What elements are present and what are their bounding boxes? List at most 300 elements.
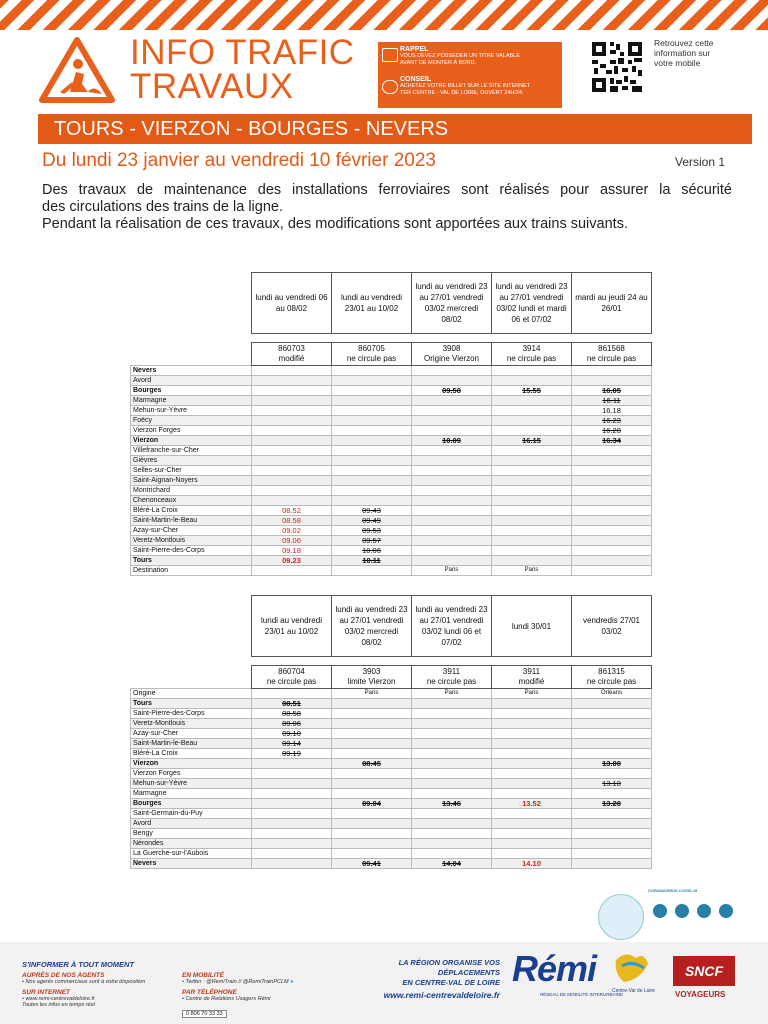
timetable-row: [131, 546, 652, 556]
time-cell: [492, 366, 572, 376]
time-cell: [412, 536, 492, 546]
route-title: TOURS - VIERZON - BOURGES - NEVERS: [54, 118, 449, 140]
timetable-row: [131, 426, 652, 436]
timetable-row: [131, 526, 652, 536]
station-name: Vierzon Forges: [131, 426, 252, 436]
train-number-cell: [252, 343, 332, 366]
time-cell: [332, 426, 412, 436]
time-cell: 09.50: [412, 386, 492, 396]
time-cell: [252, 456, 332, 466]
timetable-row: [131, 496, 652, 506]
covid-title: CORONAVIRUS COVID-19: [648, 888, 698, 893]
footer-web-title: SUR INTERNET: [22, 989, 71, 996]
train-number-cell: [332, 343, 412, 366]
time-cell: 09.06: [252, 536, 332, 546]
time-cell: [332, 386, 412, 396]
time-cell: [412, 486, 492, 496]
period-cell: lundi au vendredi 23 au 27/01 vendredi 03/02 lundi 06 et 07/02: [412, 596, 492, 657]
timetable-row: [131, 516, 652, 526]
station-name: Avord: [131, 819, 252, 829]
train-status: modifié: [518, 677, 545, 686]
time-cell: [412, 416, 492, 426]
time-cell: [252, 829, 332, 839]
time-cell: 09.49: [332, 516, 412, 526]
time-cell: [572, 819, 652, 829]
station-name: La Guerche-sur-l'Aubois: [131, 849, 252, 859]
period-header-row: [131, 273, 652, 334]
time-cell: [492, 829, 572, 839]
timetable-row: [131, 436, 652, 446]
time-cell: 16.15: [492, 436, 572, 446]
qr-code-icon[interactable]: [590, 40, 644, 94]
time-cell: [492, 839, 572, 849]
time-cell: [572, 506, 652, 516]
time-cell: [332, 789, 412, 799]
period-cell: vendredis 27/01 03/02: [572, 596, 652, 657]
sncf-logo: SNCF: [673, 956, 735, 986]
time-cell: [572, 376, 652, 386]
time-cell: 09.04: [332, 799, 412, 809]
time-cell: [252, 466, 332, 476]
time-cell: [412, 466, 492, 476]
time-cell: [252, 366, 332, 376]
time-cell: [572, 536, 652, 546]
time-cell: [492, 396, 572, 406]
spacer-cell: [412, 657, 492, 666]
time-cell: Paris: [332, 689, 412, 699]
time-cell: [572, 709, 652, 719]
time-cell: 13.46: [412, 799, 492, 809]
time-cell: [252, 859, 332, 869]
time-cell: [412, 769, 492, 779]
time-cell: [572, 486, 652, 496]
train-number: 861568: [598, 344, 625, 353]
time-cell: 09.23: [252, 556, 332, 566]
time-cell: [492, 819, 572, 829]
time-cell: Paris: [492, 689, 572, 699]
time-cell: 09.10: [252, 729, 332, 739]
time-cell: [252, 769, 332, 779]
timetable-row: [131, 366, 652, 376]
time-cell: [492, 406, 572, 416]
time-cell: [252, 496, 332, 506]
time-cell: [332, 486, 412, 496]
time-cell: [492, 416, 572, 426]
footer-twitter[interactable]: [182, 979, 293, 985]
time-cell: [572, 566, 652, 576]
time-cell: [332, 466, 412, 476]
station-name: Saint-Aignan-Noyers: [131, 476, 252, 486]
remi-logo: Rémi: [512, 948, 597, 989]
time-cell: [572, 516, 652, 526]
rappel-text-1: VOUS DEVEZ POSSEDER UN TITRE VALABLE: [400, 53, 520, 59]
time-cell: [492, 516, 572, 526]
time-cell: [492, 526, 572, 536]
station-name: Vierzon: [131, 759, 252, 769]
timetable-row: [131, 486, 652, 496]
time-cell: 13.00: [572, 759, 652, 769]
phone-number[interactable]: 0 806 70 33 33: [182, 1010, 227, 1018]
timetable-row: [131, 416, 652, 426]
intro-text: [42, 182, 732, 233]
time-cell: [492, 749, 572, 759]
time-cell: [572, 556, 652, 566]
time-cell: [572, 546, 652, 556]
timetable-row: [131, 456, 652, 466]
time-cell: [252, 689, 332, 699]
time-cell: [252, 426, 332, 436]
time-cell: 13.20: [572, 799, 652, 809]
train-number: 861315: [598, 667, 625, 676]
time-cell: [412, 526, 492, 536]
remi-subtitle: RÉSEAU DE MOBILITÉ INTERURBAINE: [540, 992, 624, 997]
timetable-row: [131, 699, 652, 709]
station-name: Avord: [131, 376, 252, 386]
timetable-row: [131, 829, 652, 839]
timetable-row: [131, 809, 652, 819]
train-number: 3911: [522, 667, 541, 676]
time-cell: [572, 769, 652, 779]
time-cell: [572, 739, 652, 749]
timetable-nevers-to-tours: [130, 595, 652, 869]
time-cell: [572, 849, 652, 859]
time-cell: [412, 719, 492, 729]
station-name: Nérondes: [131, 839, 252, 849]
time-cell: [492, 739, 572, 749]
time-cell: 09.53: [332, 526, 412, 536]
time-cell: 09.14: [252, 739, 332, 749]
time-cell: Orléans: [572, 689, 652, 699]
empty-corner-cell: [131, 666, 252, 689]
time-cell: [252, 839, 332, 849]
station-name: Gièvres: [131, 456, 252, 466]
time-cell: 15.55: [492, 386, 572, 396]
station-name: Bléré-La Croix: [131, 506, 252, 516]
station-name: Veretz-Montlouis: [131, 719, 252, 729]
time-cell: 09.57: [332, 536, 412, 546]
time-cell: 16.11: [572, 396, 652, 406]
time-cell: [332, 566, 412, 576]
region-line-2: EN CENTRE-VAL DE LOIRE: [402, 978, 500, 987]
time-cell: [492, 496, 572, 506]
time-cell: [332, 769, 412, 779]
twitter-icon: ●: [290, 979, 294, 985]
time-cell: [252, 376, 332, 386]
time-cell: [412, 426, 492, 436]
time-cell: [332, 436, 412, 446]
time-cell: [412, 476, 492, 486]
train-number-cell: [252, 666, 332, 689]
time-cell: [412, 506, 492, 516]
station-name: Nevers: [131, 366, 252, 376]
time-cell: [332, 406, 412, 416]
train-status: ne circule pas: [426, 677, 477, 686]
train-number-cell: [492, 343, 572, 366]
timetable-row: [131, 466, 652, 476]
time-cell: Paris: [412, 689, 492, 699]
train-number: 3914: [522, 344, 541, 353]
time-cell: 14.04: [412, 859, 492, 869]
footer-mobile-title: EN MOBILITÉ: [182, 972, 224, 979]
time-cell: 14.10: [492, 859, 572, 869]
timetable-row: [131, 556, 652, 566]
mouse-icon: [382, 80, 398, 94]
train-number: 860705: [358, 344, 385, 353]
time-cell: 09.18: [252, 546, 332, 556]
timetable-row: [131, 819, 652, 829]
time-cell: [572, 496, 652, 506]
period-cell: lundi au vendredi 23 au 27/01 vendredi 03/02 lundi et mardi 06 et 07/02: [492, 273, 572, 334]
time-cell: [332, 366, 412, 376]
time-cell: [412, 456, 492, 466]
time-cell: 09.43: [332, 506, 412, 516]
train-number-cell: [412, 666, 492, 689]
train-status: ne circule pas: [586, 354, 637, 363]
time-cell: 10.11: [332, 556, 412, 566]
time-cell: [412, 446, 492, 456]
time-cell: 08.58: [252, 709, 332, 719]
time-cell: [492, 759, 572, 769]
time-cell: [412, 556, 492, 566]
time-cell: [492, 446, 572, 456]
footer-web-text: Toutes les infos en temps réel: [22, 1002, 95, 1008]
time-cell: [572, 729, 652, 739]
time-cell: [492, 719, 572, 729]
time-cell: [572, 366, 652, 376]
time-cell: [492, 466, 572, 476]
train-number-cell: [572, 343, 652, 366]
time-cell: [492, 546, 572, 556]
station-name: Saint-Martin-le-Beau: [131, 516, 252, 526]
time-cell: 09.02: [252, 526, 332, 536]
time-cell: [332, 779, 412, 789]
train-header-row: [131, 666, 652, 689]
twitter-handles[interactable]: • Twitter : @RemiTrain // @RemiTrainPCLM: [182, 979, 289, 985]
time-cell: [332, 496, 412, 506]
time-cell: [252, 849, 332, 859]
train-status: ne circule pas: [586, 677, 637, 686]
time-cell: [252, 809, 332, 819]
time-cell: [412, 396, 492, 406]
spacer-cell: [332, 657, 412, 666]
timetable-row: [131, 536, 652, 546]
time-cell: [332, 729, 412, 739]
time-cell: [572, 789, 652, 799]
time-cell: [412, 809, 492, 819]
footer-heading: S'INFORMER À TOUT MOMENT: [22, 960, 135, 969]
time-cell: [412, 829, 492, 839]
train-status: ne circule pas: [506, 354, 557, 363]
time-cell: [572, 809, 652, 819]
timetable-row: [131, 729, 652, 739]
train-number-cell: [412, 343, 492, 366]
period-cell: mardi au jeudi 24 au 26/01: [572, 273, 652, 334]
period-cell: lundi 30/01: [492, 596, 572, 657]
train-number-cell: [492, 666, 572, 689]
time-cell: [252, 799, 332, 809]
intro-line: Des travaux de maintenance des installations ferroviaires sont réalisés pour assurer la sécurité: [42, 182, 732, 198]
time-cell: 08.45: [332, 759, 412, 769]
train-status: ne circule pas: [266, 677, 317, 686]
time-cell: [492, 699, 572, 709]
station-name: Tours: [131, 699, 252, 709]
time-cell: [332, 709, 412, 719]
version-label: Version 1: [675, 155, 726, 169]
time-cell: [252, 406, 332, 416]
footer-web-link[interactable]: • www.remi-centrevaldeloire.fr: [22, 996, 95, 1002]
time-cell: 13.10: [572, 779, 652, 789]
timetable-row: [131, 476, 652, 486]
spacer-cell: [572, 334, 652, 343]
timetable-row: [131, 396, 652, 406]
station-name: Mehun-sur-Yèvre: [131, 779, 252, 789]
time-cell: [332, 476, 412, 486]
time-cell: [572, 749, 652, 759]
time-cell: [572, 456, 652, 466]
time-cell: [332, 446, 412, 456]
station-name: Marmagne: [131, 789, 252, 799]
time-cell: [412, 699, 492, 709]
footer: [0, 942, 768, 1024]
station-name: Selles-sur-Cher: [131, 466, 252, 476]
time-cell: [332, 839, 412, 849]
time-cell: [332, 809, 412, 819]
rappel-text-2: AVANT DE MONTER À BORD.: [400, 60, 477, 66]
time-cell: [252, 486, 332, 496]
time-cell: [252, 566, 332, 576]
timetable-row: [131, 789, 652, 799]
period-cell: lundi au vendredi 23/01 au 10/02: [252, 596, 332, 657]
spacer-cell: [492, 334, 572, 343]
covid-poster: [648, 888, 748, 932]
time-cell: [492, 376, 572, 386]
rappel-title: RAPPEL: [400, 46, 429, 53]
time-cell: [252, 416, 332, 426]
time-cell: [412, 546, 492, 556]
footer-phone-text: • Centre de Relations Usagers Rémi: [182, 996, 271, 1002]
time-cell: [572, 526, 652, 536]
period-cell: lundi au vendredi 23 au 27/01 vendredi 03/02 mercredi 08/02: [412, 273, 492, 334]
timetable-row: [131, 749, 652, 759]
train-status: modifié: [278, 354, 305, 363]
timetable-row: [131, 719, 652, 729]
time-cell: [252, 789, 332, 799]
empty-corner-cell: [131, 596, 252, 657]
time-cell: [252, 386, 332, 396]
time-cell: [332, 396, 412, 406]
time-cell: [412, 729, 492, 739]
station-name: Bléré-La Croix: [131, 749, 252, 759]
time-cell: [492, 486, 572, 496]
time-cell: [572, 829, 652, 839]
time-cell: 10.06: [332, 546, 412, 556]
time-cell: 08.52: [252, 506, 332, 516]
time-cell: 10.09: [412, 436, 492, 446]
time-cell: [492, 809, 572, 819]
mask-badge-icon: [598, 894, 644, 940]
roadworks-warning-icon: [38, 36, 116, 104]
time-cell: [412, 366, 492, 376]
train-number-cell: [332, 666, 412, 689]
station-name: Vierzon Forges: [131, 769, 252, 779]
region-site-link[interactable]: www.remi-centrevaldeloire.fr: [383, 990, 500, 1000]
spacer-cell: [131, 334, 252, 343]
station-name: Montrichard: [131, 486, 252, 496]
time-cell: [572, 446, 652, 456]
sncf-voyageurs: VOYAGEURS: [675, 990, 726, 999]
station-name: Tours: [131, 556, 252, 566]
station-name: Bengy: [131, 829, 252, 839]
conseil-text-2: TER CENTRE - VAL DE LOIRE, OUVERT 24H/24.: [400, 90, 524, 96]
period-cell: lundi au vendredi 06 au 08/02: [252, 273, 332, 334]
time-cell: [412, 709, 492, 719]
station-name: Destination: [131, 566, 252, 576]
time-cell: [412, 759, 492, 769]
time-cell: [492, 779, 572, 789]
time-cell: [332, 376, 412, 386]
spacer-cell: [252, 657, 332, 666]
time-cell: [492, 709, 572, 719]
time-cell: [332, 739, 412, 749]
train-number-cell: [572, 666, 652, 689]
time-cell: [492, 426, 572, 436]
train-status: limite Vierzon: [347, 677, 396, 686]
time-cell: [412, 849, 492, 859]
time-cell: Paris: [492, 566, 572, 576]
spacer-cell: [252, 334, 332, 343]
time-cell: [492, 506, 572, 516]
time-cell: [252, 476, 332, 486]
spacer-row: [131, 657, 652, 666]
footer-agents-title: AUPRÈS DE NOS AGENTS: [22, 972, 105, 979]
time-cell: 08.51: [252, 699, 332, 709]
time-cell: [572, 466, 652, 476]
timetable-row: [131, 376, 652, 386]
warning-stripes: [0, 0, 768, 30]
time-cell: 08.58: [252, 516, 332, 526]
time-cell: [492, 476, 572, 486]
timetable-row: [131, 386, 652, 396]
time-cell: [332, 456, 412, 466]
spacer-cell: [412, 334, 492, 343]
time-cell: [252, 446, 332, 456]
time-cell: 09.06: [252, 719, 332, 729]
time-cell: [492, 536, 572, 546]
station-name: Chenonceaux: [131, 496, 252, 506]
time-cell: [492, 729, 572, 739]
time-cell: [572, 719, 652, 729]
station-name: Veretz-Montlouis: [131, 536, 252, 546]
conseil-title: CONSEIL: [400, 76, 432, 83]
footer-agents-text: • Nos agents commerciaux sont à votre disposition: [22, 979, 146, 985]
train-number: 3908: [442, 344, 461, 353]
header: [0, 30, 768, 110]
station-name: Nevers: [131, 859, 252, 869]
time-cell: 16.18: [572, 406, 652, 416]
station-name: Saint-Pierre-des-Corps: [131, 546, 252, 556]
time-cell: [252, 779, 332, 789]
timetable-row: [131, 759, 652, 769]
time-cell: [252, 396, 332, 406]
time-cell: [252, 436, 332, 446]
station-name: Marmagne: [131, 396, 252, 406]
time-cell: [492, 789, 572, 799]
time-cell: [492, 849, 572, 859]
timetable-row: [131, 799, 652, 809]
station-name: Bourges: [131, 386, 252, 396]
ticket-icon: [382, 48, 398, 62]
timetable-row: [131, 769, 652, 779]
